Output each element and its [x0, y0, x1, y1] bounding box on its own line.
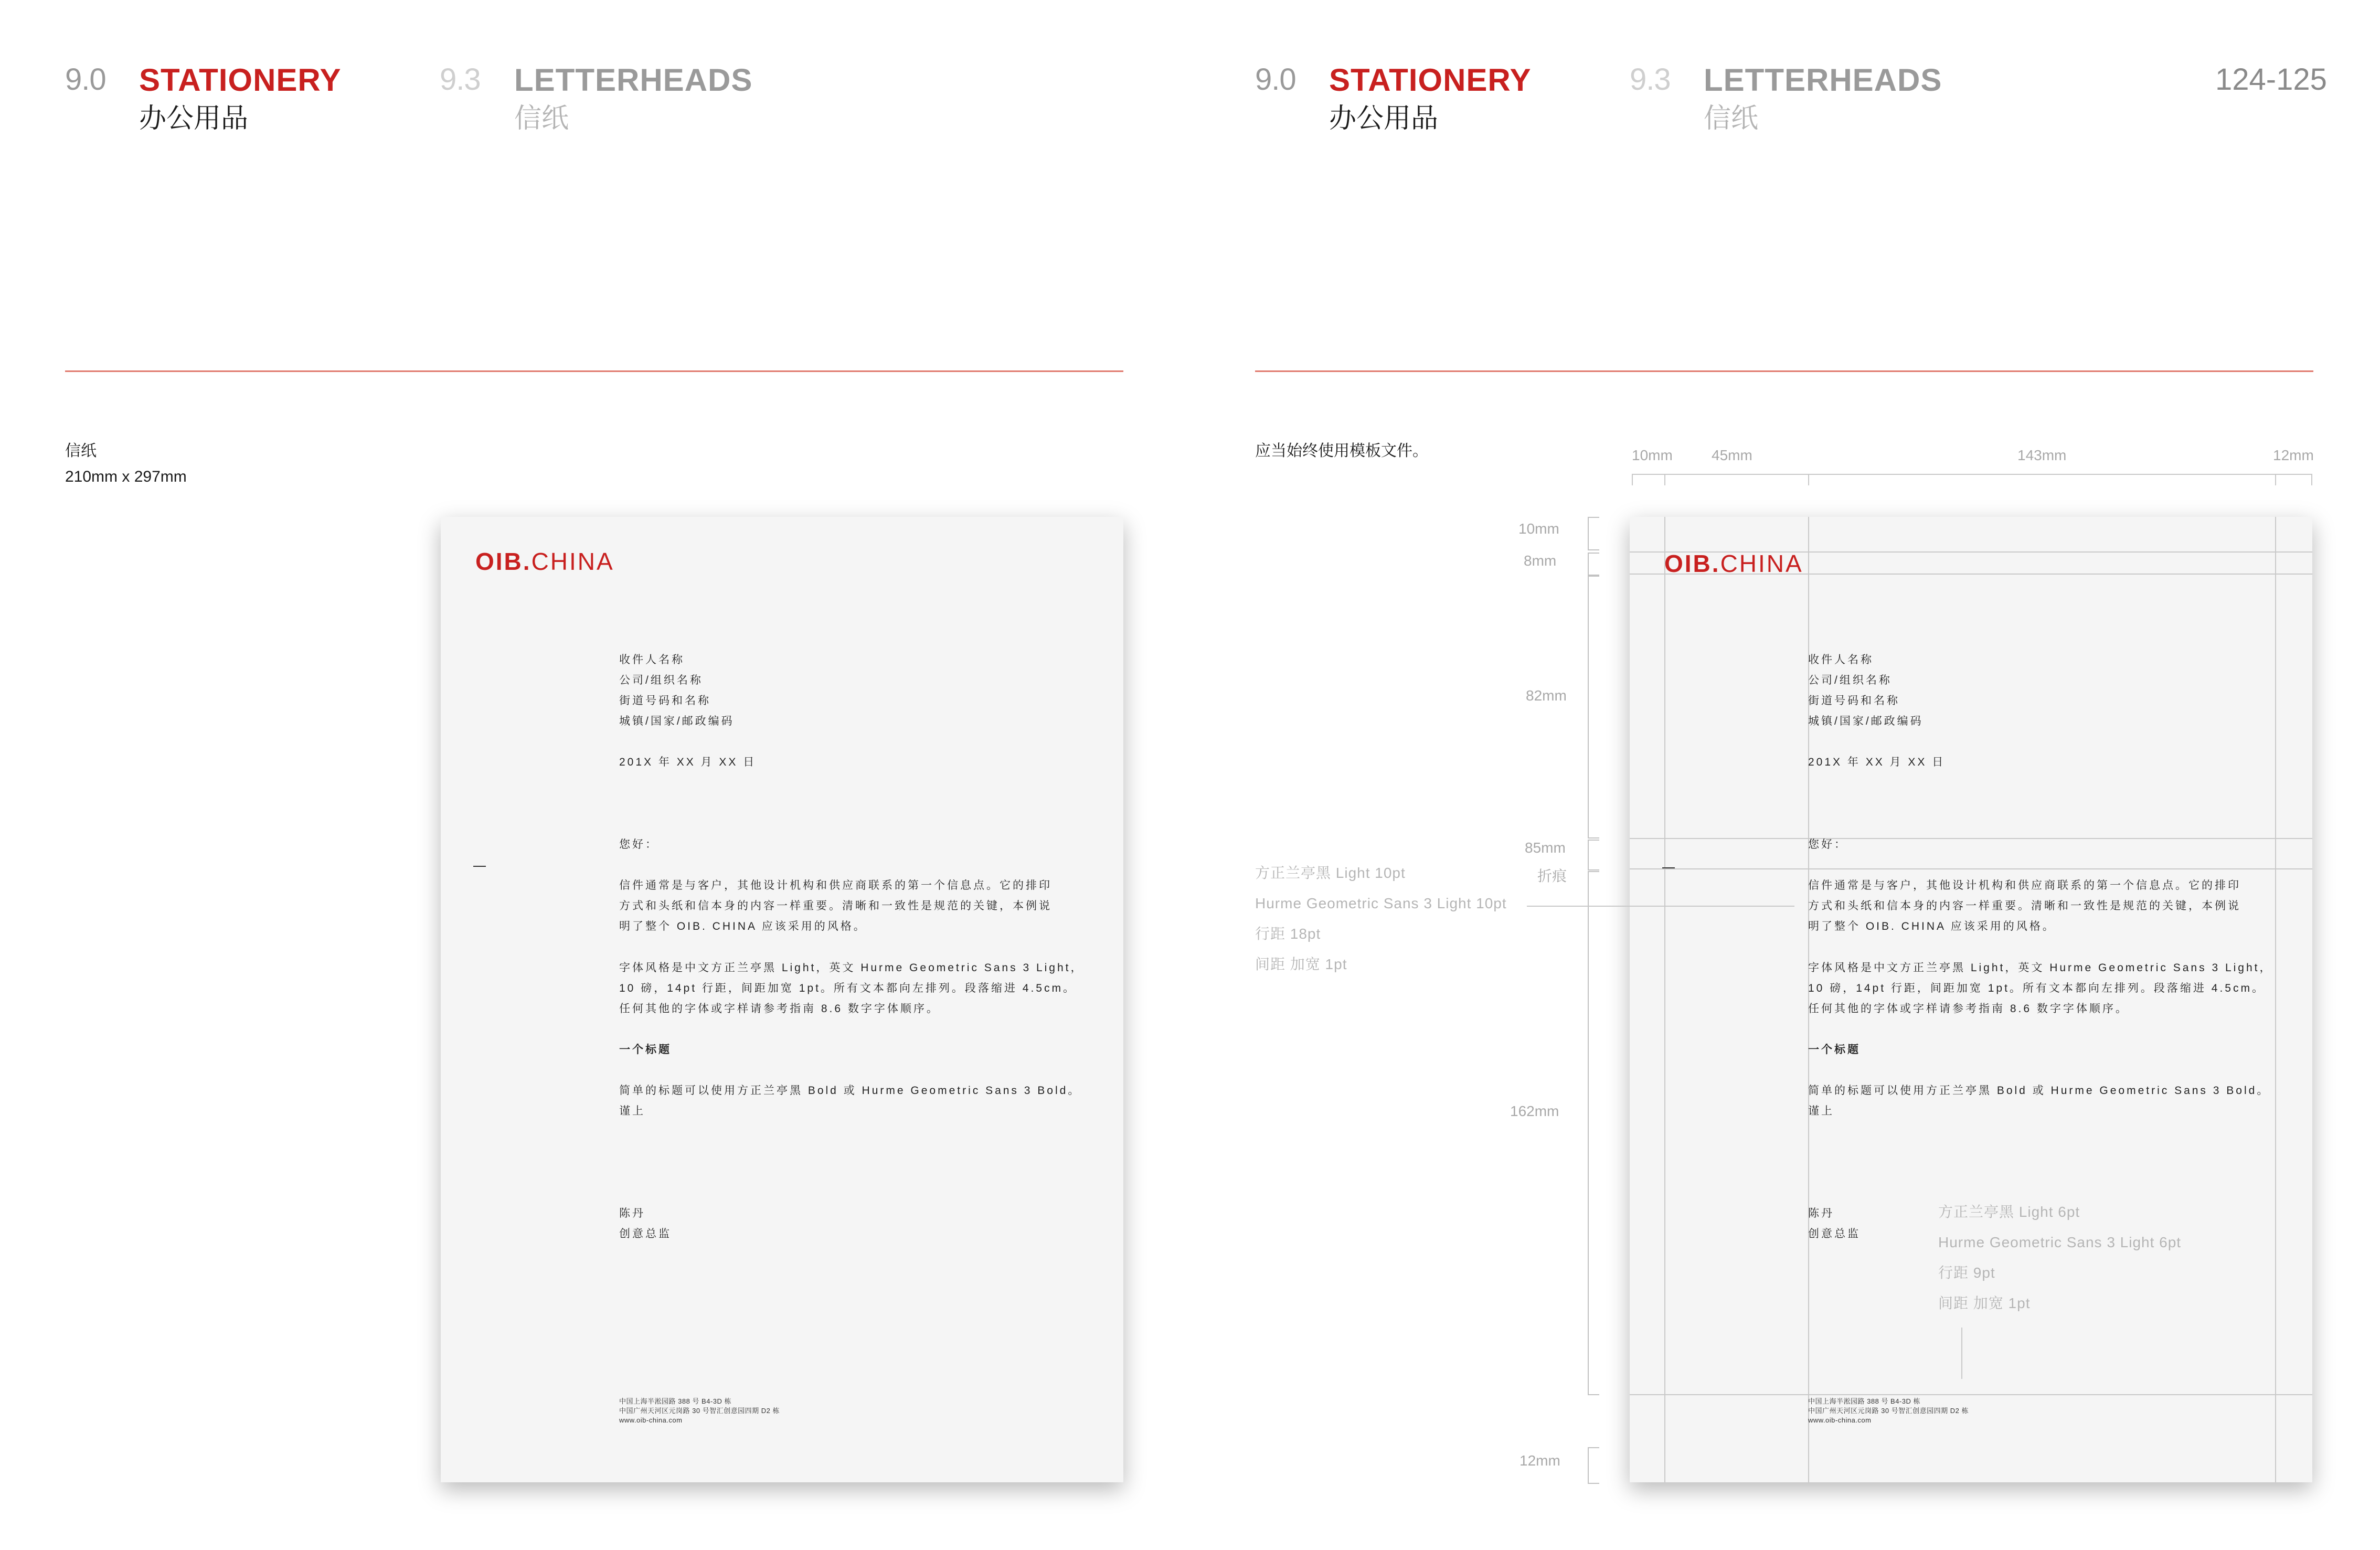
- template-note: 应当始终使用模板文件。: [1255, 442, 1428, 460]
- subsection-subtitle-right: 信纸: [1704, 103, 1759, 134]
- recipient-line: 公司/组织名称: [1808, 674, 1892, 686]
- signature-block: [619, 1203, 672, 1244]
- measure-label: 12mm: [1520, 1452, 1560, 1469]
- measure-bracket: [1588, 553, 1599, 576]
- footer-address: 中国广州天河区元岗路 30 号智汇创意园四期 D2 栋: [619, 1407, 780, 1415]
- letter-date: 201X 年 XX 月 XX 日: [619, 756, 757, 768]
- recipient-line: 街道号码和名称: [1808, 695, 1900, 707]
- measure-tick: [1808, 474, 1809, 485]
- footer-website: www.oib-china.com: [619, 1416, 683, 1424]
- paper-size-label: 210mm x 297mm: [65, 468, 187, 485]
- measure-tick: [1664, 474, 1665, 485]
- body-paragraph-3: [619, 1080, 1081, 1121]
- spec-line: 方正兰亭黑 Light 10pt: [1255, 865, 1406, 881]
- body-line: 谨上: [619, 1105, 645, 1117]
- fold-label: 折痕: [1537, 868, 1567, 884]
- signature-title: 创意总监: [619, 1228, 672, 1240]
- subsection-number: 9.3: [440, 62, 481, 97]
- recipient-line: 街道号码和名称: [619, 695, 711, 707]
- measure-label: 143mm: [2017, 447, 2067, 463]
- section-title: STATIONERY: [139, 62, 342, 98]
- logo-light: CHINA: [1720, 550, 1803, 577]
- spec-line: 方正兰亭黑 Light 6pt: [1938, 1204, 2080, 1220]
- measure-label: 162mm: [1510, 1103, 1559, 1119]
- header-divider-right: [1255, 370, 2313, 372]
- footer-address: 中国广州天河区元岗路 30 号智汇创意园四期 D2 栋: [1808, 1407, 1969, 1415]
- spec-line: 行距 18pt: [1255, 926, 1321, 942]
- signature-name: 陈丹: [1808, 1207, 1834, 1219]
- signature-name: 陈丹: [619, 1207, 645, 1219]
- body-line: 字体风格是中文方正兰亭黑 Light，英文 Hurme Geometric Sans 3 Light，: [1808, 962, 2273, 974]
- section-subtitle-right: 办公用品: [1329, 103, 1439, 134]
- letterhead-sheet: [441, 517, 1123, 1482]
- footer-type-spec: [1938, 1197, 2181, 1319]
- logo-light: CHINA: [531, 548, 614, 575]
- body-line: 10 磅，14pt 行距，间距加宽 1pt。所有文本都向左排列。段落缩进 4.5cm。: [619, 982, 1076, 994]
- leader-line: [1961, 1328, 1962, 1379]
- subsection-number-right: 9.3: [1630, 62, 1671, 97]
- spec-line: 行距 9pt: [1938, 1265, 1995, 1281]
- subsection-title: LETTERHEADS: [514, 62, 753, 98]
- body-line: 信件通常是与客户，其他设计机构和供应商联系的第一个信息点。它的排印: [619, 879, 1052, 891]
- section-subtitle: 办公用品: [139, 103, 249, 134]
- measure-tick: [2311, 474, 2312, 485]
- measure-rule: [1632, 474, 2312, 475]
- body-line: 明了整个 OIB. CHINA 应该采用的风格。: [619, 920, 867, 932]
- measure-bracket: [1588, 871, 1599, 1395]
- fold-mark: [473, 866, 486, 867]
- spec-line: Hurme Geometric Sans 3 Light 10pt: [1255, 895, 1507, 911]
- section-number-right: 9.0: [1255, 62, 1296, 97]
- logo-bold: OIB.: [1664, 550, 1720, 577]
- recipient-line: 城镇/国家/邮政编码: [1808, 715, 1924, 727]
- footer-address: 中国上海半淞园路 388 号 B4-3D 栋: [1808, 1397, 1920, 1405]
- guide-line: [1664, 517, 1665, 1482]
- measure-bracket: [1588, 840, 1599, 870]
- recipient-line: 公司/组织名称: [619, 674, 703, 686]
- spec-line: Hurme Geometric Sans 3 Light 6pt: [1938, 1234, 2182, 1250]
- body-line: 方式和头纸和信本身的内容一样重要。清晰和一致性是规范的关键，本例说: [1808, 900, 2241, 912]
- measure-tick: [2275, 474, 2276, 485]
- body-line: 简单的标题可以使用方正兰亭黑 Bold 或 Hurme Geometric Sans 3 Bold。: [1808, 1085, 2270, 1097]
- letterhead-grid-sheet: [1630, 517, 2312, 1482]
- left-label: 信纸: [65, 442, 97, 460]
- greeting: 您好：: [619, 838, 658, 851]
- logo-bold: OIB.: [475, 548, 532, 575]
- body-paragraph-2: [1808, 958, 2273, 1019]
- measure-tick: [1632, 474, 1633, 485]
- letter-footer: [1808, 1397, 1969, 1425]
- oib-china-logo: [475, 547, 614, 576]
- measure-label: 45mm: [1712, 447, 1752, 463]
- guide-line: [1630, 868, 2312, 869]
- measure-bracket: [1588, 1447, 1599, 1484]
- body-paragraph-1: [619, 875, 1052, 937]
- measure-label: 10mm: [1632, 447, 1673, 463]
- body-line: 字体风格是中文方正兰亭黑 Light，英文 Hurme Geometric Sans 3 Light，: [619, 962, 1084, 974]
- measure-label: 8mm: [1524, 553, 1557, 569]
- spec-line: 间距 加宽 1pt: [1255, 956, 1347, 972]
- guide-line: [2275, 517, 2276, 1482]
- section-title-right: STATIONERY: [1329, 62, 1532, 98]
- subsection-title-right: LETTERHEADS: [1704, 62, 1942, 98]
- body-type-spec: [1255, 858, 1507, 980]
- recipient-block: [1808, 650, 1945, 772]
- measure-label: 85mm: [1525, 840, 1566, 856]
- body-line: 任何其他的字体或字样请参考指南 8.6 数字字体顺序。: [619, 1003, 940, 1015]
- footer-address: 中国上海半淞园路 388 号 B4-3D 栋: [619, 1397, 731, 1405]
- measure-bracket: [1588, 576, 1599, 838]
- body-paragraph-1: [1808, 875, 2241, 937]
- guide-line: [1630, 838, 2312, 839]
- oib-china-logo: [1664, 549, 1803, 578]
- body-line: 任何其他的字体或字样请参考指南 8.6 数字字体顺序。: [1808, 1003, 2129, 1015]
- leader-line: [1527, 906, 1794, 907]
- body-line: 简单的标题可以使用方正兰亭黑 Bold 或 Hurme Geometric Sans 3 Bold。: [619, 1085, 1081, 1097]
- measure-bracket: [1588, 517, 1599, 550]
- signature-block: [1808, 1203, 1861, 1244]
- letter-heading: 一个标题: [1808, 1044, 1861, 1056]
- body-paragraph-3: [1808, 1080, 2270, 1121]
- recipient-line: 城镇/国家/邮政编码: [619, 715, 735, 727]
- letter-footer: [619, 1397, 780, 1425]
- footer-website: www.oib-china.com: [1808, 1416, 1872, 1424]
- recipient-line: 收件人名称: [1808, 654, 1874, 666]
- body-line: 谨上: [1808, 1105, 1834, 1117]
- body-line: 明了整个 OIB. CHINA 应该采用的风格。: [1808, 920, 2056, 932]
- measure-label: 82mm: [1526, 687, 1567, 704]
- greeting: 您好：: [1808, 838, 1847, 851]
- measure-label: 12mm: [2273, 447, 2314, 463]
- header-divider: [65, 370, 1123, 372]
- body-paragraph-2: [619, 958, 1084, 1019]
- recipient-block: [619, 650, 756, 772]
- spec-line: 间距 加宽 1pt: [1938, 1295, 2031, 1311]
- body-line: 10 磅，14pt 行距，间距加宽 1pt。所有文本都向左排列。段落缩进 4.5cm。: [1808, 982, 2265, 994]
- page-numbers: 124-125: [2215, 62, 2327, 97]
- letter-heading: 一个标题: [619, 1044, 672, 1056]
- fold-mark: [1662, 867, 1675, 868]
- subsection-subtitle: 信纸: [514, 103, 569, 134]
- letter-date: 201X 年 XX 月 XX 日: [1808, 756, 1946, 768]
- body-line: 方式和头纸和信本身的内容一样重要。清晰和一致性是规范的关键，本例说: [619, 900, 1052, 912]
- signature-title: 创意总监: [1808, 1228, 1861, 1240]
- section-number: 9.0: [65, 62, 106, 97]
- recipient-line: 收件人名称: [619, 654, 685, 666]
- guide-line: [1630, 1394, 2312, 1395]
- body-line: 信件通常是与客户，其他设计机构和供应商联系的第一个信息点。它的排印: [1808, 879, 2241, 891]
- measure-label: 10mm: [1518, 521, 1559, 537]
